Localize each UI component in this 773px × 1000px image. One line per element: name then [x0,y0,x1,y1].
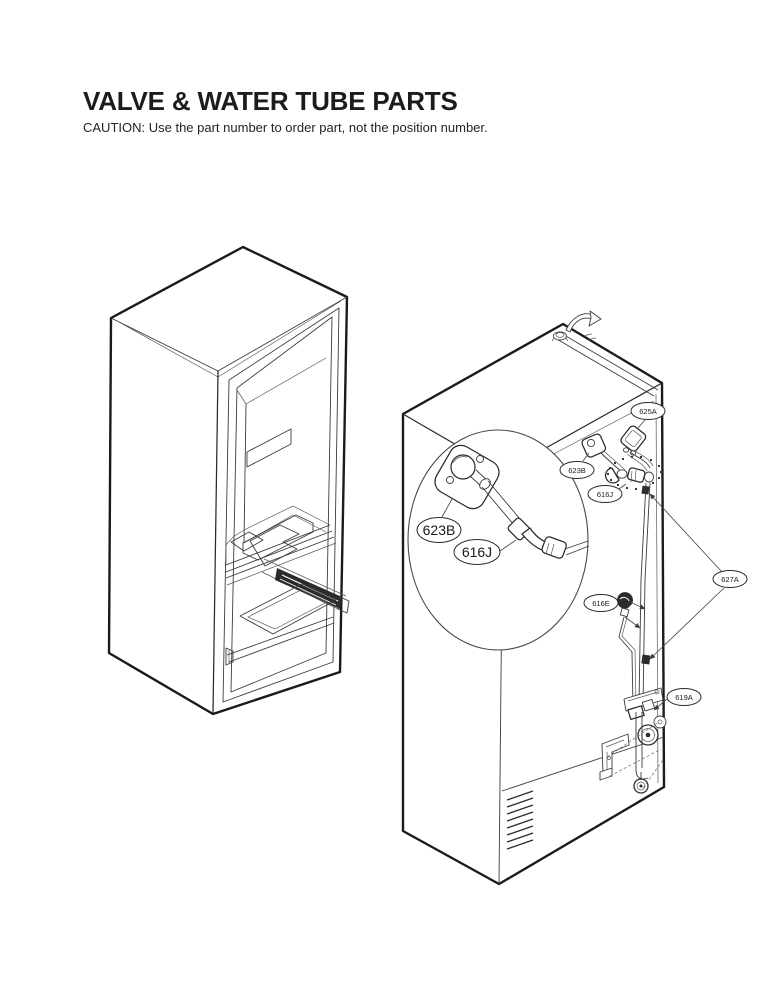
callout-625A [631,403,665,420]
tube-grommet [552,332,568,341]
callout-label: 625A [639,407,657,416]
magnifier-detail-circle [408,430,589,650]
clamp-616E [617,592,633,617]
callout-627A [713,571,747,588]
tube-clip-lower [641,654,650,664]
callout-616J [588,486,622,503]
callout-label: 627A [721,575,739,584]
vent-grille [507,791,533,849]
callout-623B-large [417,518,461,543]
callout-label: 616E [592,599,610,608]
callout-label: 616J [461,544,493,560]
callout-label: 616J [596,490,614,499]
caution-note: CAUTION: Use the part number to order part, not the position number. [83,120,488,135]
callout-label: 619A [675,693,693,702]
page-title: VALVE & WATER TUBE PARTS [83,86,458,116]
left-refrigerator-drawing [109,247,349,714]
callout-label: 623B [422,522,456,538]
callout-label: 623B [568,466,586,475]
callout-619A [667,689,701,706]
callout-616E [584,595,618,612]
water-valve-assembly-619A [600,688,666,793]
callout-623B [560,462,594,479]
callout-616J-large [454,540,500,565]
